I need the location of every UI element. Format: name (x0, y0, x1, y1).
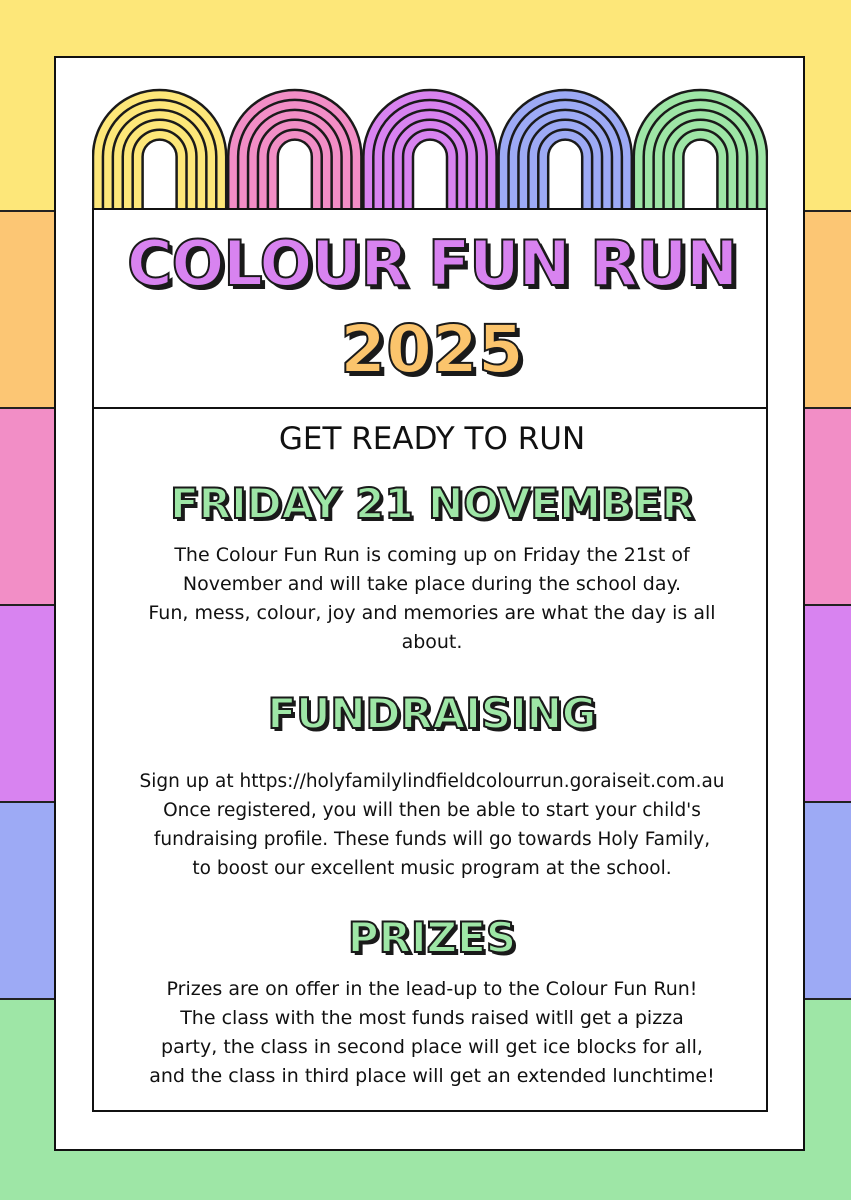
fundraising-line: fundraising profile. These funds will go towards Holy Family, (153, 829, 711, 850)
fundraising-line: Once registered, you will then be able to start your child's (163, 800, 701, 821)
arch-blue (499, 90, 632, 212)
prizes-line: party, the class in second place will get ice blocks for all, (161, 1036, 703, 1058)
year-title: 2025 (340, 311, 524, 388)
date-line: Fun, mess, colour, joy and memories are what the day is all (148, 602, 716, 624)
fundraising-line: to boost our excellent music program at the school. (192, 858, 672, 879)
prizes-line: The class with the most funds raised witll get a pizza (180, 1007, 684, 1029)
title-box (92, 208, 768, 410)
rainbow-arches-decoration (92, 88, 768, 212)
fundraising-paragraph (104, 767, 760, 883)
date-heading: FRIDAY 21 NOVEMBER (170, 479, 694, 528)
page-title: COLOUR FUN RUN (126, 227, 738, 300)
content-box (92, 407, 768, 1112)
subtitle: GET READY TO RUN (278, 421, 586, 457)
prizes-line: Prizes are on offer in the lead-up to the Colour Fun Run! (166, 978, 698, 1000)
prizes-line: and the class in third place will get an extended lunchtime! (149, 1065, 715, 1087)
date-line: November and will take place during the school day. (182, 573, 682, 595)
fundraising-heading: FUNDRAISING (267, 689, 597, 738)
fundraising-signup-link[interactable]: Sign up at https://holyfamilylindfieldcolourrun.goraiseit.com.au (139, 771, 725, 792)
date-paragraph (104, 541, 760, 657)
arch-yellow (93, 90, 226, 212)
prizes-heading: PRIZES (347, 913, 517, 962)
prizes-paragraph (104, 975, 760, 1091)
arch-purple (363, 90, 496, 212)
arch-pink (228, 90, 361, 212)
arch-green (634, 90, 767, 212)
date-line: The Colour Fun Run is coming up on Friday the 21st of (174, 544, 690, 566)
date-line: about. (401, 631, 463, 653)
